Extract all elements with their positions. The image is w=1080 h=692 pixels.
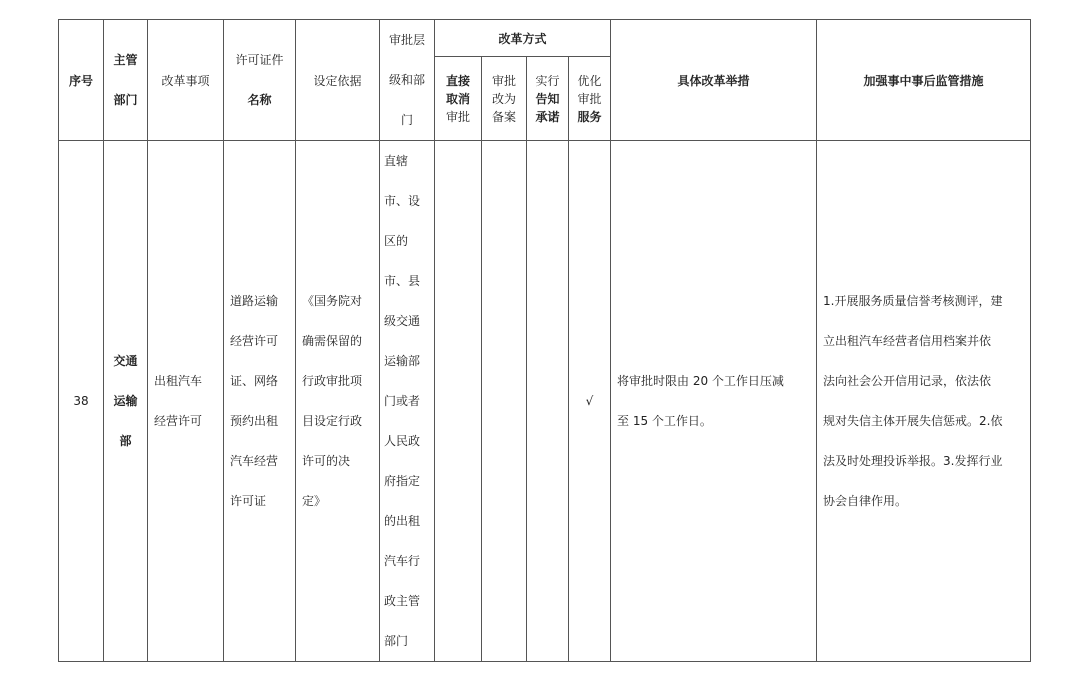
mode-notify-line3: 承诺	[535, 109, 560, 124]
mode-optimize-line2: 审批	[577, 91, 602, 106]
header-seq: 序号	[59, 20, 104, 141]
row-basis-line: 定》	[302, 494, 327, 508]
row-level-line: 政主管	[384, 594, 421, 608]
mode-filing-line1: 审批	[491, 73, 516, 88]
header-dept-line1: 主管	[113, 53, 138, 67]
reform-table	[58, 19, 1031, 662]
header-level-line1: 审批层	[388, 33, 425, 47]
row-supervision-line: 协会自律作用。	[823, 494, 908, 508]
row-supervision-line: 法及时处理投诉举报。3.发挥行业	[823, 454, 1003, 468]
row-supervision	[817, 141, 1031, 662]
row-license-line: 道路运输	[230, 294, 279, 308]
row-level-line: 市、县	[384, 274, 421, 288]
header-license	[224, 20, 296, 141]
header-mode-filing	[482, 57, 527, 141]
row-license-line: 经营许可	[230, 334, 279, 348]
row-level-line: 门或者	[384, 394, 421, 408]
row-license-line: 汽车经营	[230, 454, 279, 468]
row-basis-line: 目设定行政	[302, 414, 363, 428]
header-level	[380, 20, 435, 141]
header-license-line1: 许可证件	[235, 53, 284, 67]
header-measures: 具体改革举措	[611, 20, 817, 141]
row-license-line: 许可证	[230, 494, 267, 508]
row-level-line: 直辖	[384, 154, 409, 168]
header-mode-cancel	[435, 57, 482, 141]
row-dept-line1: 交通	[113, 354, 138, 368]
row-level-line: 人民政	[384, 434, 421, 448]
header-basis: 设定依据	[296, 20, 380, 141]
row-basis-line: 确需保留的	[302, 334, 363, 348]
row-basis-line: 《国务院对	[302, 294, 363, 308]
row-mode-cancel	[435, 141, 482, 662]
header-mode-group: 改革方式	[435, 20, 611, 57]
row-level-line: 的出租	[384, 514, 421, 528]
header-item: 改革事项	[148, 20, 224, 141]
header-mode-notify	[527, 57, 569, 141]
row-supervision-line: 立出租汽车经营者信用档案并依	[823, 334, 992, 348]
row-basis	[296, 141, 380, 662]
row-mode-notify	[527, 141, 569, 662]
row-basis-line: 许可的决	[302, 454, 351, 468]
row-dept-line3: 部	[119, 434, 132, 448]
row-item-line2: 经营许可	[154, 414, 203, 428]
header-level-line3: 门	[400, 113, 413, 127]
mode-optimize-line3: 服务	[577, 109, 602, 124]
row-level	[380, 141, 435, 662]
row-level-line: 运输部	[384, 354, 421, 368]
row-level-line: 级交通	[384, 314, 421, 328]
row-dept-line2: 运输	[113, 394, 138, 408]
row-item-line1: 出租汽车	[154, 374, 203, 388]
row-supervision-line: 法向社会公开信用记录，依法依	[823, 374, 992, 388]
header-dept	[104, 20, 148, 141]
header-supervision: 加强事中事后监管措施	[817, 20, 1031, 141]
row-level-line: 区的	[384, 234, 409, 248]
row-level-line: 汽车行	[384, 554, 421, 568]
mode-cancel-line1: 直接	[445, 73, 470, 88]
mode-cancel-line2: 取消	[445, 91, 470, 106]
mode-filing-line2: 改为	[491, 91, 516, 106]
row-measures	[611, 141, 817, 662]
row-dept	[104, 141, 148, 662]
row-supervision-line: 规对失信主体开展失信惩戒。2.依	[823, 414, 1003, 428]
mode-optimize-line1: 优化	[577, 73, 602, 88]
row-license-line: 预约出租	[230, 414, 279, 428]
row-supervision-line: 1.开展服务质量信誉考核测评，建	[823, 294, 1003, 308]
row-measures-line: 至 15 个工作日。	[617, 414, 712, 428]
header-license-line2: 名称	[247, 93, 272, 107]
row-mode-optimize-check: √	[569, 141, 611, 662]
mode-notify-line1: 实行	[535, 73, 560, 88]
row-level-line: 市、设	[384, 194, 421, 208]
mode-cancel-line3: 审批	[445, 109, 470, 124]
row-license-line: 证、网络	[230, 374, 279, 388]
row-seq: 38	[59, 141, 104, 662]
header-level-line2: 级和部	[388, 73, 425, 87]
row-mode-filing	[482, 141, 527, 662]
header-mode-optimize	[569, 57, 611, 141]
row-level-line: 府指定	[384, 474, 421, 488]
row-basis-line: 行政审批项	[302, 374, 363, 388]
row-license	[224, 141, 296, 662]
row-item	[148, 141, 224, 662]
row-level-line: 部门	[384, 634, 409, 648]
header-dept-line2: 部门	[113, 93, 138, 107]
row-measures-line: 将审批时限由 20 个工作日压减	[617, 374, 784, 388]
mode-notify-line2: 告知	[535, 91, 560, 106]
mode-filing-line3: 备案	[491, 109, 516, 124]
